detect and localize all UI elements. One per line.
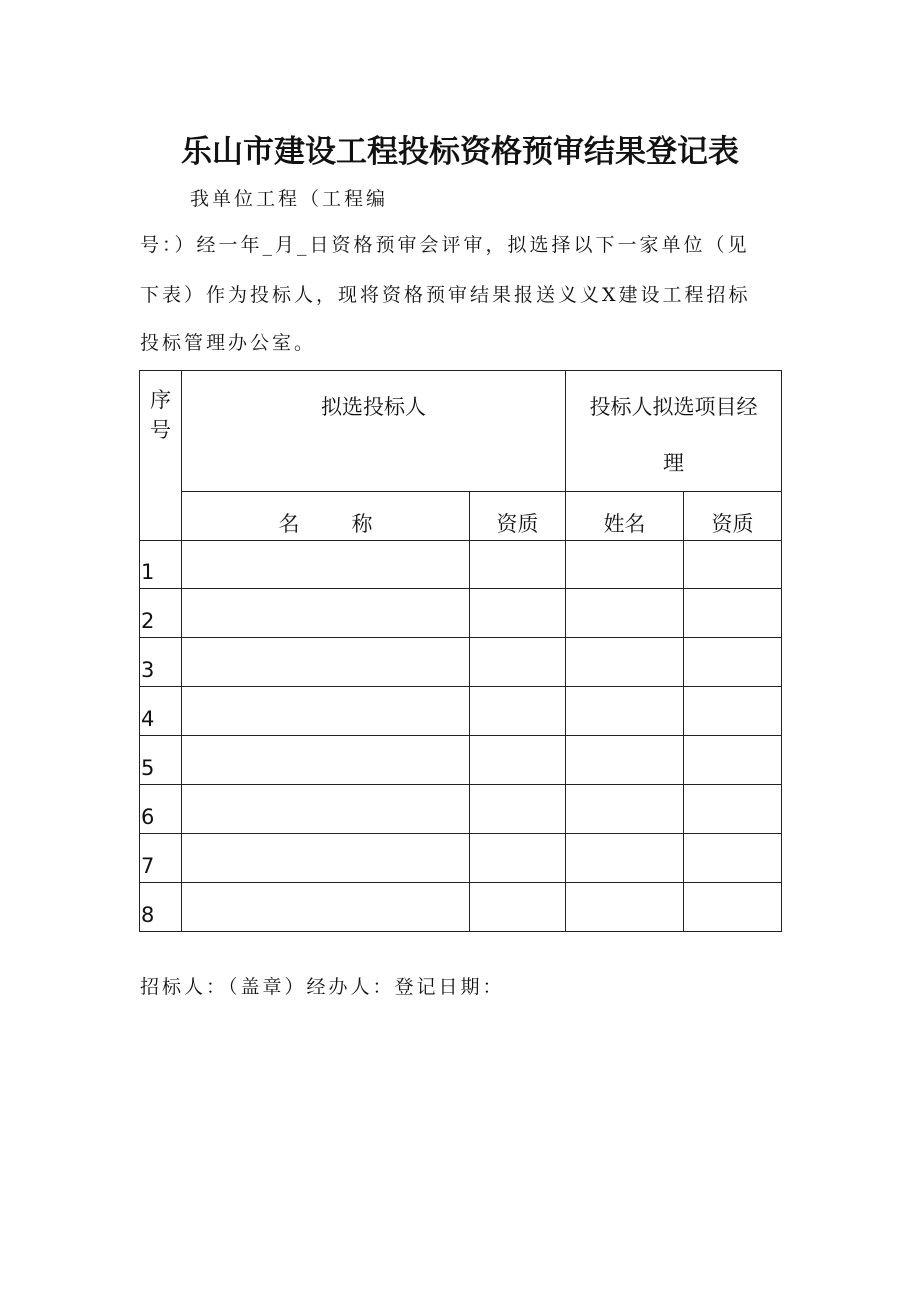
row-pm-qualification-cell[interactable] xyxy=(684,883,782,932)
row-name-cell[interactable] xyxy=(182,736,470,785)
row-qualification-cell[interactable] xyxy=(470,589,566,638)
row-seq: 3 xyxy=(140,638,182,687)
header-seq-line-1: 序 xyxy=(150,388,171,412)
row-pm-qualification-cell[interactable] xyxy=(684,736,782,785)
paragraph-line-3: 下表）作为投标人，现将资格预审结果报送义义X建设工程招标 xyxy=(140,284,751,306)
table-row xyxy=(140,541,782,589)
row-name-cell[interactable] xyxy=(182,785,470,834)
row-pm-name-cell[interactable] xyxy=(566,736,684,785)
paragraph-line-1: 我单位工程（工程编 xyxy=(190,188,389,210)
row-pm-qualification-cell[interactable] xyxy=(684,834,782,883)
footer-signature-line: 招标人：（盖章）经办人：登记日期： xyxy=(140,976,505,998)
row-seq: 8 xyxy=(140,883,182,932)
table-row xyxy=(140,736,782,785)
row-pm-qualification-cell[interactable] xyxy=(684,589,782,638)
paragraph-line-4: 投标管理办公室。 xyxy=(140,332,317,354)
header-pm-group xyxy=(566,371,782,492)
row-name-cell[interactable] xyxy=(182,638,470,687)
table-row xyxy=(140,883,782,932)
row-pm-name-cell[interactable] xyxy=(566,834,684,883)
row-name-cell[interactable] xyxy=(182,834,470,883)
header-pm-line-1: 投标人拟选项目经 xyxy=(589,395,758,419)
paragraph-line-2: 号：）经一年_月_日资格预审会评审，拟选择以下一家单位（见 xyxy=(140,234,750,256)
row-name-cell[interactable] xyxy=(182,687,470,736)
row-qualification-cell[interactable] xyxy=(470,785,566,834)
header-name-cell xyxy=(182,492,470,541)
page-title: 乐山市建设工程投标资格预审结果登记表 xyxy=(181,134,739,170)
row-seq: 1 xyxy=(140,541,182,589)
row-seq: 2 xyxy=(140,589,182,638)
row-pm-name-cell[interactable] xyxy=(566,638,684,687)
table-row xyxy=(140,687,782,736)
row-seq: 5 xyxy=(140,736,182,785)
header-name-char-1: 名 xyxy=(278,512,300,536)
row-qualification-cell[interactable] xyxy=(470,541,566,589)
header-pm-qualification: 资质 xyxy=(684,492,782,541)
header-pm-name: 姓名 xyxy=(566,492,684,541)
header-bidder-group: 拟选投标人 xyxy=(182,371,566,492)
row-pm-qualification-cell[interactable] xyxy=(684,638,782,687)
row-pm-name-cell[interactable] xyxy=(566,687,684,736)
row-seq: 4 xyxy=(140,687,182,736)
table-row xyxy=(140,638,782,687)
table-header-row-2 xyxy=(140,492,782,541)
header-pm-line-2: 理 xyxy=(663,451,684,475)
row-pm-qualification-cell[interactable] xyxy=(684,687,782,736)
row-qualification-cell[interactable] xyxy=(470,638,566,687)
row-pm-qualification-cell[interactable] xyxy=(684,785,782,834)
registration-table xyxy=(139,370,782,932)
header-seq-cell xyxy=(140,371,182,541)
row-name-cell[interactable] xyxy=(182,541,470,589)
row-pm-name-cell[interactable] xyxy=(566,589,684,638)
header-seq-line-2: 号 xyxy=(150,418,171,442)
row-qualification-cell[interactable] xyxy=(470,834,566,883)
row-name-cell[interactable] xyxy=(182,883,470,932)
row-qualification-cell[interactable] xyxy=(470,687,566,736)
row-name-cell[interactable] xyxy=(182,589,470,638)
table-row xyxy=(140,589,782,638)
table-row xyxy=(140,785,782,834)
row-pm-name-cell[interactable] xyxy=(566,785,684,834)
row-pm-name-cell[interactable] xyxy=(566,541,684,589)
header-name-char-2: 称 xyxy=(351,512,373,536)
table-header-row-1 xyxy=(140,371,782,492)
row-qualification-cell[interactable] xyxy=(470,736,566,785)
row-qualification-cell[interactable] xyxy=(470,883,566,932)
row-pm-name-cell[interactable] xyxy=(566,883,684,932)
header-qualification: 资质 xyxy=(470,492,566,541)
row-seq: 7 xyxy=(140,834,182,883)
row-seq: 6 xyxy=(140,785,182,834)
table-row xyxy=(140,834,782,883)
row-pm-qualification-cell[interactable] xyxy=(684,541,782,589)
